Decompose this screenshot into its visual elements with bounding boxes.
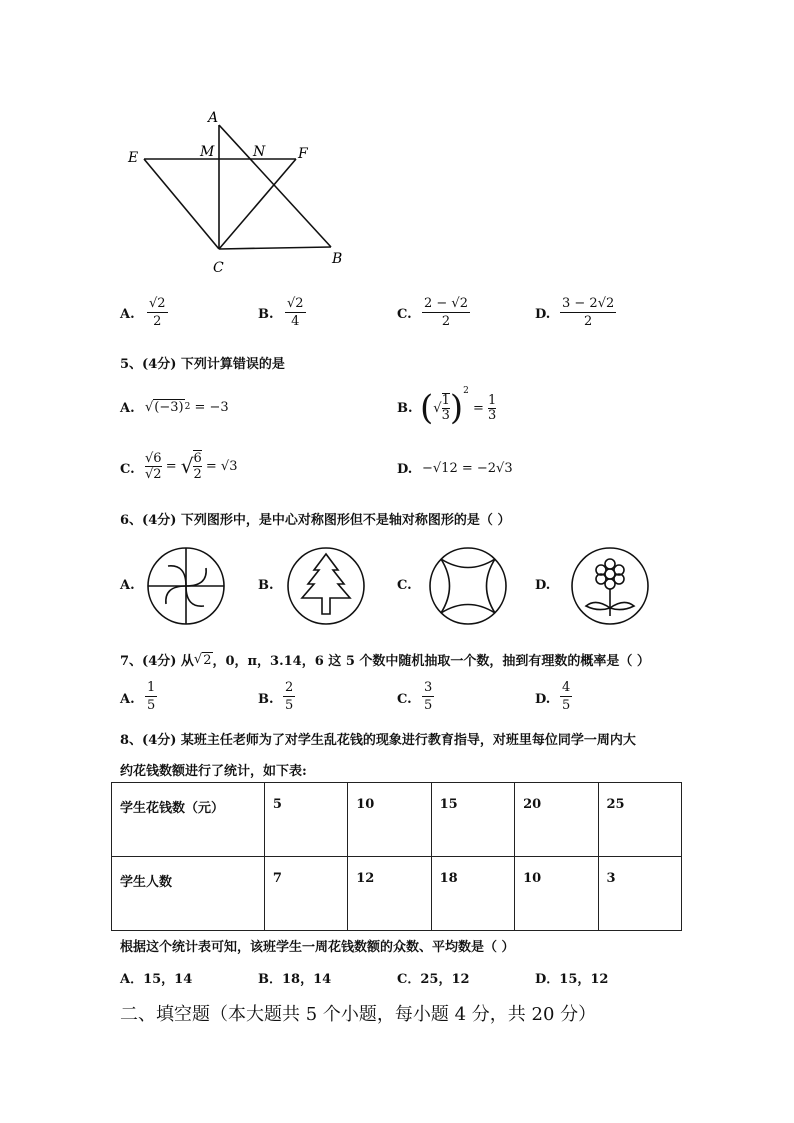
table-cell: 10 <box>515 857 598 931</box>
q7-stem: 7、(4分) 从 √ 2 ，0，π，3.14，6 这 5 个数中随机抽取一个数，抽到有理数的概率是（ ） <box>120 652 650 669</box>
label-A: A <box>208 110 219 126</box>
q8-stem-line2: 约花钱数额进行了统计，如下表: <box>120 764 307 779</box>
q5-option-a-expr: √ (−3) 2 = −3 <box>145 399 229 415</box>
q5-option-b-letter: B. <box>397 401 413 416</box>
label-C: C <box>213 260 224 276</box>
q5-option-c-letter: C. <box>120 462 135 477</box>
q4-option-a-letter: A. <box>120 307 135 322</box>
q6-option-b-letter: B. <box>258 578 274 593</box>
label-M: M <box>200 144 215 160</box>
q7-option-a-letter: A. <box>120 692 135 707</box>
q5-option-a-letter: A. <box>120 401 135 416</box>
table-cell: 18 <box>431 857 514 931</box>
section-heading: 二、填空题（本大题共 5 个小题，每小题 4 分，共 20 分） <box>120 1004 597 1025</box>
q8-option-d: D．15，12 <box>535 972 609 987</box>
table-row <box>112 857 682 931</box>
q4-option-d-value: 3 − 2√2 2 <box>562 296 615 329</box>
q6-option-c-letter: C. <box>397 578 412 593</box>
curved-square-figure-icon <box>428 546 508 626</box>
table-row <box>112 783 682 857</box>
tree-figure-icon <box>286 546 366 626</box>
q4-option-c-letter: C. <box>397 307 412 322</box>
q8-option-b: B．18，14 <box>258 972 332 987</box>
q4-option-a-value: √2 2 <box>149 296 166 329</box>
table-cell: 7 <box>264 857 347 931</box>
spending-table <box>111 782 682 931</box>
pinwheel-figure-icon <box>146 546 226 626</box>
q4-option-c-value: 2 − √2 2 <box>424 296 468 329</box>
q6-option-a-letter: A. <box>120 578 135 593</box>
table-cell: 15 <box>431 783 514 857</box>
table-cell: 20 <box>515 783 598 857</box>
q5-stem: 5、(4分) 下列计算错误的是 <box>120 357 285 372</box>
label-F: F <box>298 146 308 162</box>
table-cell: 5 <box>264 783 347 857</box>
table-cell: 10 <box>348 783 431 857</box>
q7-option-d-letter: D. <box>535 692 551 707</box>
q8-question: 根据这个统计表可知，该班学生一周花钱数额的众数、平均数是（ ） <box>120 940 515 955</box>
q5-option-d-expr: −√12 = −2√3 <box>422 461 513 476</box>
q8-option-c: C．25，12 <box>397 972 470 987</box>
q5-option-b-expr: ( √ 1 3 ) $^2$ = 1 3 <box>420 386 497 428</box>
label-E: E <box>128 150 139 166</box>
q4-option-d-letter: D. <box>535 307 551 322</box>
q7-option-c-letter: C. <box>397 692 412 707</box>
geometry-figure <box>120 105 360 280</box>
q8-stem-line1: 8、(4分) 某班主任老师为了对学生乱花钱的现象进行教育指导，对班里每位同学一周内大 <box>120 733 636 748</box>
label-N: N <box>253 144 266 160</box>
label-B: B <box>332 251 343 267</box>
flower-figure-icon <box>570 546 650 626</box>
q6-stem: 6、(4分) 下列图形中，是中心对称图形但不是轴对称图形的是（ ） <box>120 513 511 528</box>
table-cell: 12 <box>348 857 431 931</box>
q7-option-c-value: 3 5 <box>424 680 433 713</box>
q5-option-c-expr: √6 √2 = √ $\frac{6}{2}$ = √3 <box>145 450 238 482</box>
q8-option-a: A．15，14 <box>120 972 193 987</box>
q7-option-b-letter: B. <box>258 692 274 707</box>
q5-option-d-letter: D. <box>397 462 413 477</box>
q7-option-d-value: 4 5 <box>562 680 571 713</box>
q7-option-a-value: 1 5 <box>147 680 156 713</box>
table-cell: 学生花钱数（元） <box>112 783 265 857</box>
table-cell: 学生人数 <box>112 857 265 931</box>
q4-option-b-value: √2 4 <box>287 296 304 329</box>
q4-option-b-letter: B. <box>258 307 274 322</box>
table-cell: 25 <box>598 783 681 857</box>
q6-option-d-letter: D. <box>535 578 551 593</box>
table-cell: 3 <box>598 857 681 931</box>
q7-option-b-value: 2 5 <box>285 680 294 713</box>
